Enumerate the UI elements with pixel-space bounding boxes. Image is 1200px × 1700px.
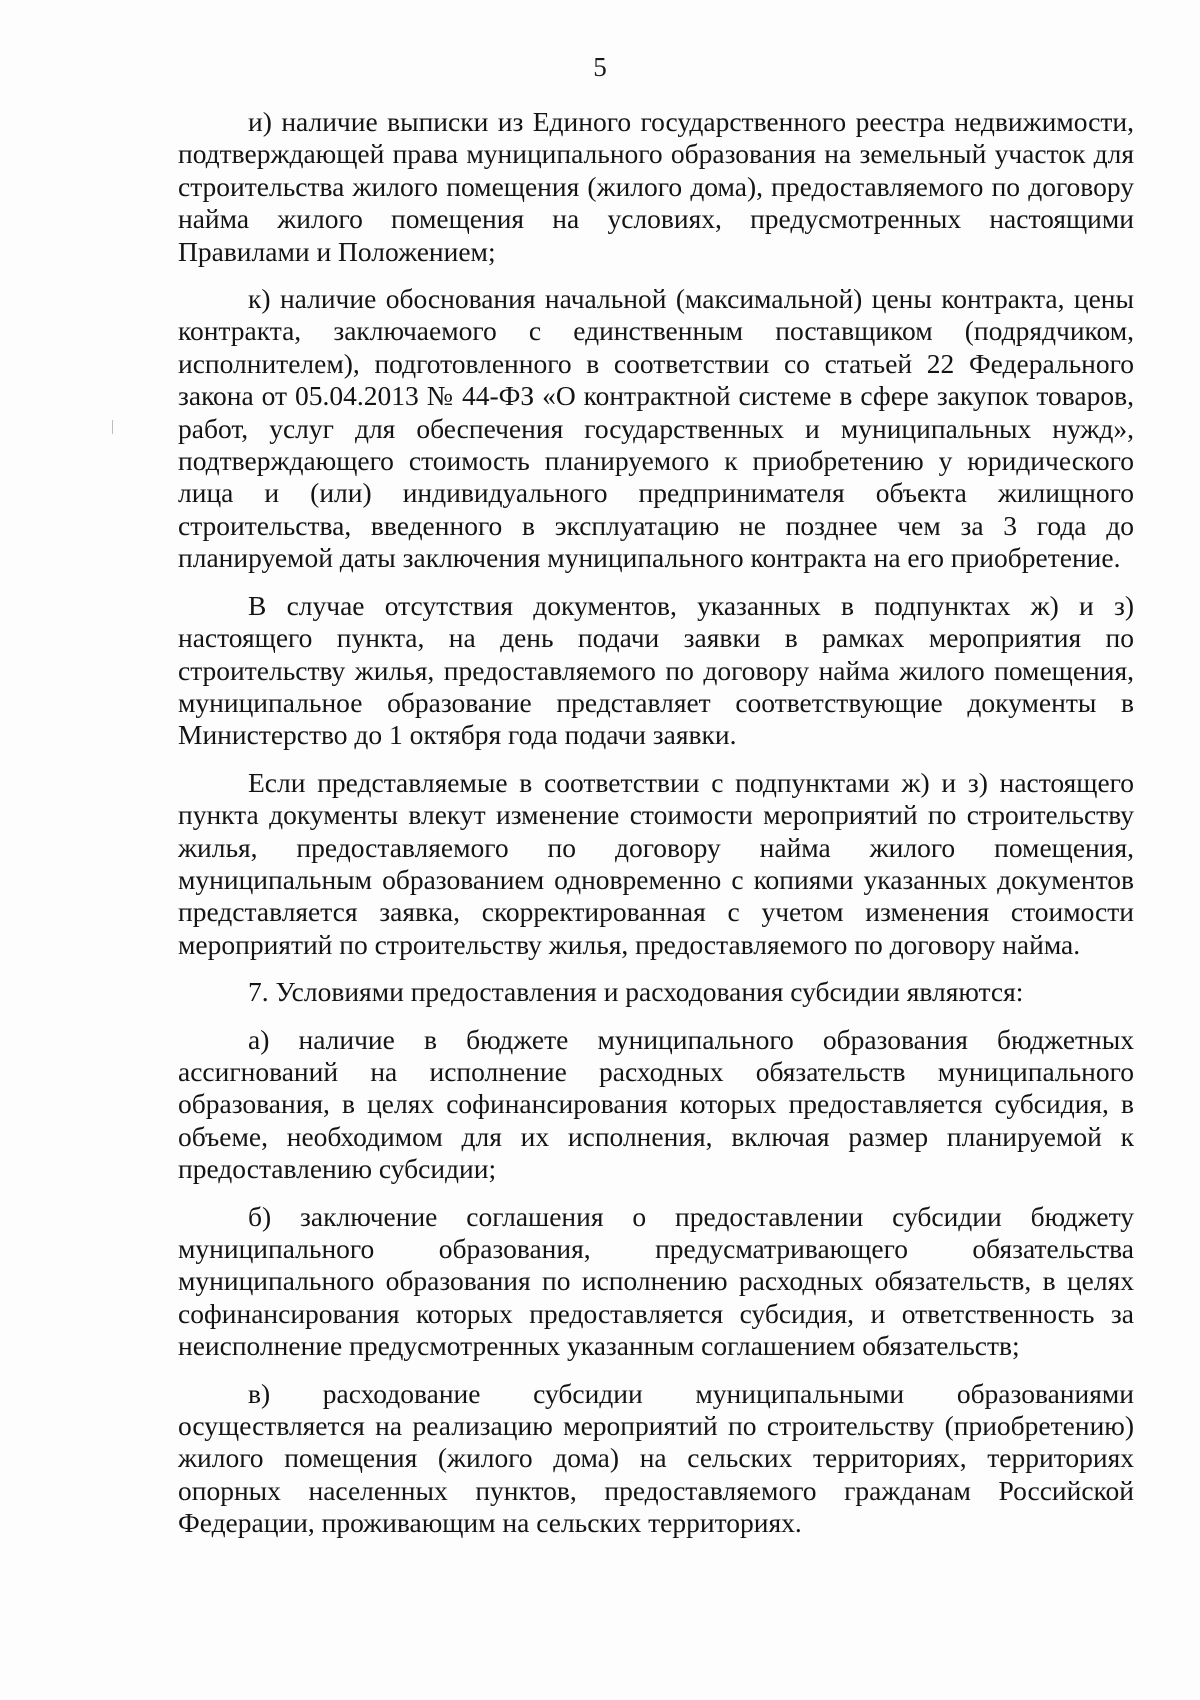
paragraph-missing-documents: В случае отсутствия документов, указанных в подпунктах ж) и з) настоящего пункта, на день подачи заявки в рамках мероприятия по строительству жилья, предоставляемого по договору найма жилого помещения, муниципальное образование представляет соответствующие документы в Министерство до 1 октября года подачи заявки. xyxy=(178,589,1134,751)
document-body xyxy=(178,106,1134,1555)
scan-margin-mark xyxy=(112,420,113,434)
page-number: 5 xyxy=(593,52,607,82)
paragraph-cost-change: Если представляемые в соответствии с подпунктами ж) и з) настоящего пункта документы влекут изменение стоимости мероприятий по строительству жилья, предоставляемого по договору найма жилого помещения, муниципальным образованием одновременно с копиями указанных документов представляется заявка, скорректированная с учетом изменения стоимости мероприятий по строительству жилья, предоставляемого по договору найма. xyxy=(178,766,1134,960)
paragraph-item-a: а) наличие в бюджете муниципального образования бюджетных ассигнований на исполнение расходных обязательств муниципального образования, в целях софинансирования которых предоставляется субсидия, в объеме, необходимом для их исполнения, включая размер планируемой к предоставлению субсидии; xyxy=(178,1023,1134,1185)
paragraph-item-i: и) наличие выписки из Единого государственного реестра недвижимости, подтверждающей права муниципального образования на земельный участок для строительства жилого помещения (жилого дома), предоставляемого по договору найма жилого помещения на условиях, предусмотренных настоящими Правилами и Положением; xyxy=(178,106,1134,267)
paragraph-item-b: б) заключение соглашения о предоставлении субсидии бюджету муниципального образования, предусматривающего обязательства муниципального образования по исполнению расходных обязательств, в целях софинансирования которых предоставляется субсидия, и ответственность за неисполнение предусмотренных указанным соглашением обязательств; xyxy=(178,1200,1134,1362)
paragraph-item-k: к) наличие обоснования начальной (максимальной) цены контракта, цены контракта, заключаемого с единственным поставщиком (подрядчиком, исполнителем), подготовленного в соответствии со статьей 22 Федерального закона от 05.04.2013 № 44-ФЗ «О контрактной системе в сфере закупок товаров, работ, услуг для обеспечения государственных и муниципальных нужд», подтверждающего стоимость планируемого к приобретению у юридического лица и (или) индивидуального предпринимателя объекта жилищного строительства, введенного в эксплуатацию не позднее чем за 3 года до планируемой даты заключения муниципального контракта на его приобретение. xyxy=(178,283,1134,574)
paragraph-section-7-heading: 7. Условиями предоставления и расходования субсидии являются: xyxy=(248,976,1024,1008)
paragraph-item-v: в) расходование субсидии муниципальными образованиями осуществляется на реализацию мероприятий по строительству (приобретению) жилого помещения (жилого дома) на сельских территориях, территориях опорных населенных пунктов, предоставляемого гражданам Российской Федерации, проживающим на сельских территориях. xyxy=(178,1377,1134,1539)
